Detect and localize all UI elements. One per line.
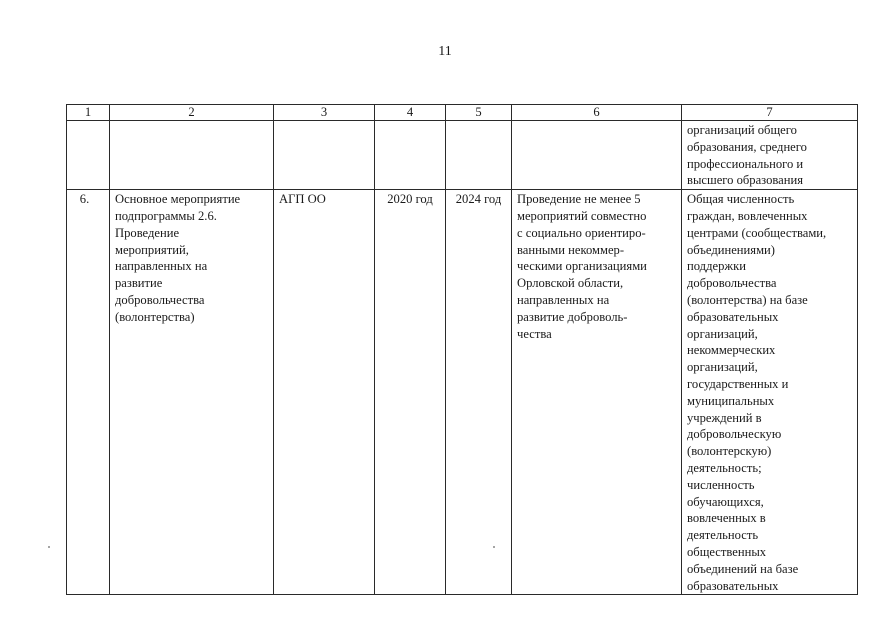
- text-line: организаций,: [687, 360, 758, 375]
- text-line: обучающихся,: [687, 494, 764, 509]
- header-cell-7: 7: [682, 105, 858, 121]
- text-line: Основное мероприятие: [115, 192, 241, 207]
- scan-speck: [493, 546, 495, 548]
- start-year-cell: 2020 год: [375, 190, 446, 595]
- text-line: добровольчества: [115, 292, 205, 307]
- text-line: образовательных: [687, 578, 779, 593]
- empty-cell: [512, 121, 682, 190]
- text-line: организаций,: [687, 326, 758, 341]
- text-line: общественных: [687, 544, 767, 559]
- text-line: (волонтерства): [115, 309, 195, 324]
- header-row: [67, 105, 858, 121]
- text-line: развитие доброволь-: [517, 309, 628, 324]
- text-line: учреждений в: [687, 410, 762, 425]
- header-cell-4: 4: [375, 105, 446, 121]
- end-year-cell: 2024 год: [446, 190, 512, 595]
- program-table: [66, 104, 858, 595]
- text-line: ческими организациями: [517, 259, 647, 274]
- text-line: (волонтерскую): [687, 444, 772, 459]
- text-line: мероприятий,: [115, 242, 189, 257]
- header-cell-1: 1: [67, 105, 110, 121]
- text-line: развитие: [115, 276, 163, 291]
- continuation-indicator-cell: [682, 121, 858, 190]
- empty-cell: [274, 121, 375, 190]
- header-cell-5: 5: [446, 105, 512, 121]
- page-number: 11: [438, 44, 452, 59]
- text-line: образовательных: [687, 309, 779, 324]
- text-line: добровольческую: [687, 427, 782, 442]
- text-line: мероприятий совместно: [517, 208, 647, 223]
- text-line: высшего образования: [687, 173, 804, 188]
- empty-cell: [67, 121, 110, 190]
- indicator-cell: [682, 190, 858, 595]
- empty-cell: [446, 121, 512, 190]
- text-line: объединений на базе: [687, 561, 799, 576]
- text-line: Орловской области,: [517, 276, 624, 291]
- header-cell-6: 6: [512, 105, 682, 121]
- text-line: профессионального и: [687, 156, 804, 171]
- text-line: подпрограммы 2.6.: [115, 208, 217, 223]
- header-cell-3: 3: [274, 105, 375, 121]
- scan-speck: [48, 546, 50, 548]
- executor-cell: АГП ОО: [274, 190, 375, 595]
- text-line: чества: [517, 326, 552, 341]
- table-row-6: [67, 190, 858, 595]
- text-line: объединениями): [687, 242, 775, 257]
- row-number: 6.: [67, 190, 110, 595]
- text-line: Проведение: [115, 225, 180, 240]
- text-line: образования, среднего: [687, 139, 807, 154]
- text-line: деятельность;: [687, 460, 762, 475]
- text-line: вовлеченных в: [687, 511, 766, 526]
- empty-cell: [375, 121, 446, 190]
- text-line: направленных на: [115, 259, 208, 274]
- text-line: деятельность: [687, 528, 759, 543]
- text-line: центрами (сообществами,: [687, 225, 827, 240]
- text-line: добровольчества: [687, 276, 777, 291]
- text-line: с социально ориентиро-: [517, 225, 646, 240]
- expected-result-cell: [512, 190, 682, 595]
- measure-name-cell: [110, 190, 274, 595]
- text-line: муниципальных: [687, 393, 775, 408]
- text-line: (волонтерства) на базе: [687, 292, 808, 307]
- text-line: организаций общего: [687, 123, 797, 137]
- text-line: граждан, вовлеченных: [687, 208, 808, 223]
- text-line: государственных и: [687, 376, 789, 391]
- text-line: некоммерческих: [687, 343, 776, 358]
- header-cell-2: 2: [110, 105, 274, 121]
- empty-cell: [110, 121, 274, 190]
- text-line: поддержки: [687, 259, 746, 274]
- text-line: Общая численность: [687, 192, 795, 207]
- text-line: Проведение не менее 5: [517, 192, 641, 207]
- text-line: направленных на: [517, 292, 610, 307]
- text-line: ванными некоммер-: [517, 242, 625, 257]
- continuation-row: [67, 121, 858, 190]
- text-line: численность: [687, 477, 755, 492]
